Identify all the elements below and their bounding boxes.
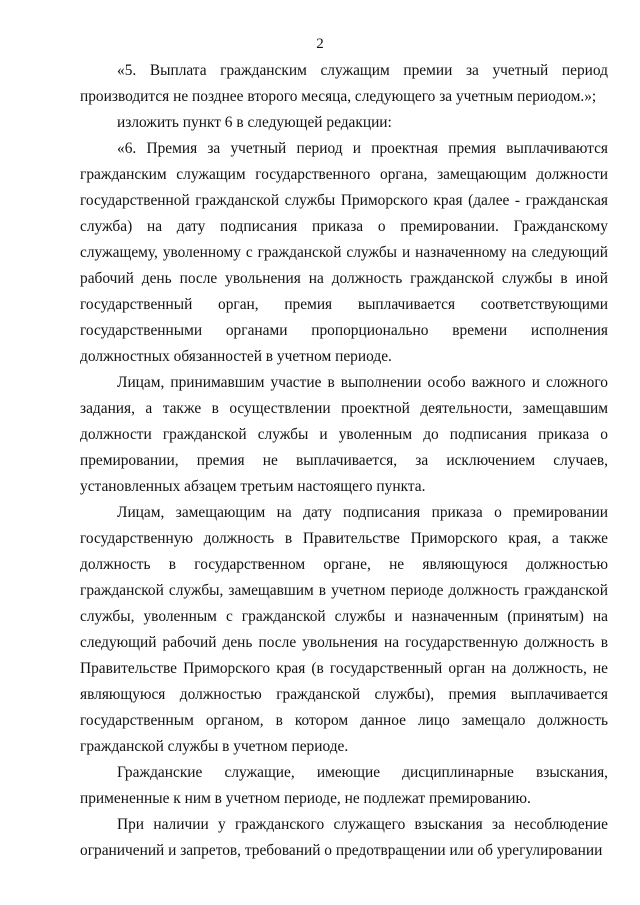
paragraph-disciplinary-sanctions: Гражданские служащие, имеющие дисциплинарные взыскания, примененные к ним в учетном периоде, не подлежат премированию.	[80, 764, 608, 807]
paragraph-item-6-bonus: «6. Премия за учетный период и проектная премия выплачиваются гражданским служащим государственного органа, замещающим должности государственной гражданской службы Приморского края (далее - гражданская служба) на дату подписания приказа о премировании. Гражданскому служащему, уволенному с гражданской службы и назначенному на следующий рабочий день после увольнения на должность гражданской службы в иной государственный орган, премия выплачивается соответствующими государственными органами пропорционально времени исполнения должностных обязанностей в учетном периоде.	[80, 140, 608, 365]
page-number: 2	[316, 36, 324, 52]
paragraph-instruction: изложить пункт 6 в следующей редакции:	[117, 114, 392, 131]
paragraph-state-positions: Лицам, замещающим на дату подписания приказа о премировании государственную должность в Правительстве Приморского края, а также должность в государственном органе, не являющуюся должностью гражданской службы, замещавшим в учетном периоде должность гражданской службы, уволенным с гражданской службы и назначенным (принятым) на следующий рабочий день после увольнения на государственную должность в Правительстве Приморского края (в государственный орган на должность, не являющуюся должностью гражданской службы), премия выплачивается государственным органом, в котором данное лицо замещало должность гражданской службы в учетном периоде.	[80, 504, 608, 755]
paragraph-restrictions-violation: При наличии у гражданского служащего взыскания за несоблюдение ограничений и запретов, требований о предотвращении или об урегулировании	[80, 816, 608, 859]
paragraph-item-5-payment-term: «5. Выплата гражданским служащим премии за учетный период производится не позднее второго месяца, следующего за учетным периодом.»;	[80, 62, 608, 105]
paragraph-dismissed-persons: Лицам, принимавшим участие в выполнении особо важного и сложного задания, а также в осуществлении проектной деятельности, замещавшим должности гражданской службы и уволенным до подписания приказа о премировании, премия не выплачивается, за исключением случаев, установленных абзацем третьим настоящего пункта.	[80, 374, 608, 495]
document-body	[80, 58, 608, 864]
